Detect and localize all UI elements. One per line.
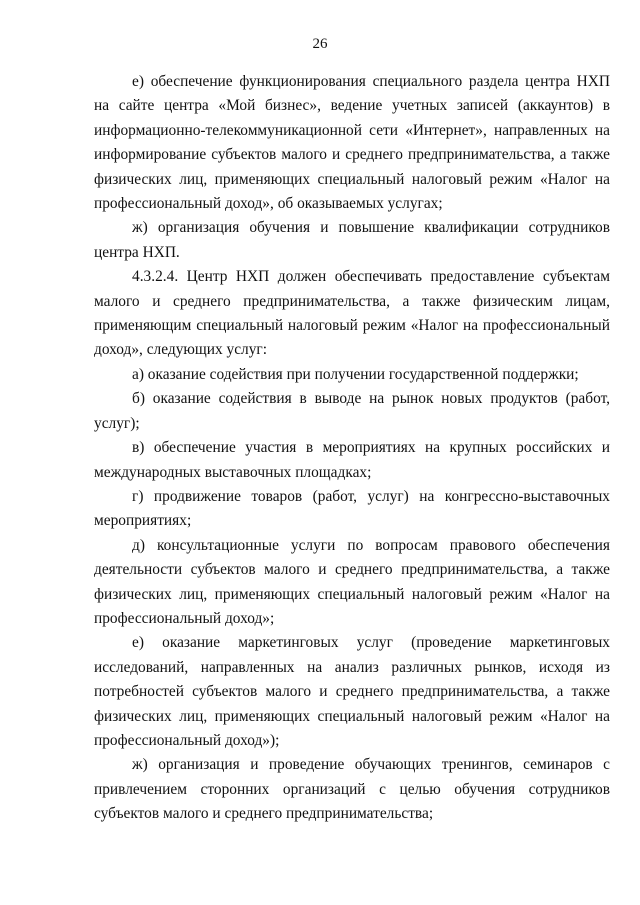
paragraph-d-consulting: д) консультационные услуги по вопросам правового обеспечения деятельности субъектов малого и среднего предпринимательства, а также физических лиц, применяющих специальный налоговый режим «Налог на профессиональный доход»; <box>94 536 610 627</box>
paragraph-a-state-support: а) оказание содействия при получении государственной поддержки; <box>132 365 579 383</box>
paragraph-v-exhibitions: в) обеспечение участия в мероприятиях на крупных российских и международных выставочных площадках; <box>94 439 610 481</box>
paragraph-g-congress: г) продвижение товаров (работ, услуг) на конгрессно-выставочных мероприятиях; <box>94 487 610 530</box>
paragraph-e-website: е) обеспечение функционирования специального раздела центра НХП на сайте центра «Мой бизнес», ведение учетных записей (аккаунтов) в информационно-телекоммуникационной сети «Интернет», направленных на информирование субъектов малого и среднего предпринимательства, а также физических лиц, применяющих специальный налоговый режим «Налог на профессиональный доход», об оказываемых услугах; <box>94 73 610 213</box>
paragraph-e-marketing: е) оказание маркетинговых услуг (проведение маркетинговых исследований, направленных на анализ различных рынков, исходя из потребностей субъектов малого и среднего предпринимательства, а также физических лиц, применяющих специальный налоговый режим «Налог на профессиональный доход»); <box>94 634 610 749</box>
page-number: 26 <box>312 36 328 52</box>
paragraph-zh-seminars: ж) организация и проведение обучающих тренингов, семинаров с привлечением сторонних организаций с целью обучения сотрудников субъектов малого и среднего предпринимательства; <box>94 756 610 823</box>
paragraph-4-3-2-4: 4.3.2.4. Центр НХП должен обеспечивать предоставление субъектам малого и среднего предпринимательства, а также физическим лицам, применяющим специальный налоговый режим «Налог на профессиональный доход», следующих услуг: <box>94 268 610 359</box>
paragraph-b-new-products: б) оказание содействия в выводе на рынок новых продуктов (работ, услуг); <box>94 390 610 432</box>
paragraph-zh-training-staff: ж) организация обучения и повышение квалификации сотрудников центра НХП. <box>94 219 610 261</box>
document-body <box>94 70 610 827</box>
